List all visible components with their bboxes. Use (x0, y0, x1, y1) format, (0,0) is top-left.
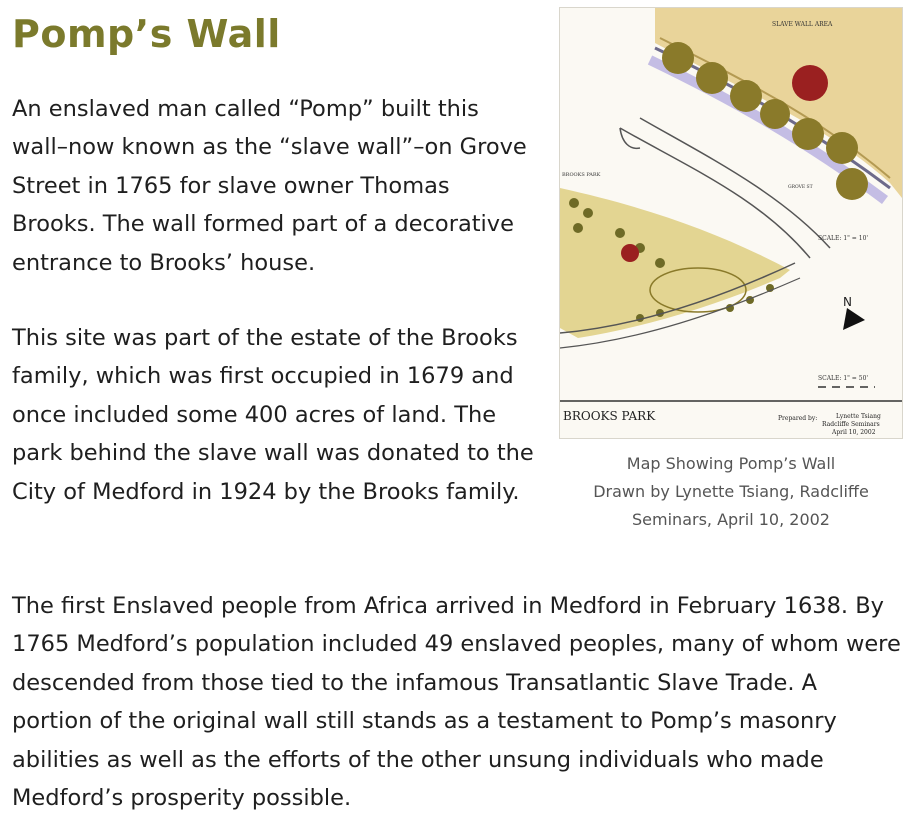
svg-text:Lynette Tsiang: Lynette Tsiang (836, 413, 881, 420)
intro-paragraph: An enslaved man called “Pomp” built this wall–now known as the “slave wall”–on Grove Street in 1765 for slave owner Thomas Brooks. The wall formed part of a decorative entrance to Brooks’ house. (12, 96, 527, 276)
svg-text:SLAVE WALL AREA: SLAVE WALL AREA (772, 21, 833, 28)
page-title: Pomp’s Wall (12, 12, 281, 56)
caption-line-3: Seminars, April 10, 2002 (632, 510, 830, 529)
map-image (560, 8, 902, 438)
svg-text:GROVE ST: GROVE ST (788, 185, 813, 190)
estate-paragraph: This site was part of the estate of the Brooks family, which was first occupied in 1679 and once included some 400 acres of land. The park behind the slave wall was donated to the City of Medford in 1924 by the Brooks family. (12, 325, 534, 505)
map-caption (560, 450, 902, 534)
caption-line-2: Drawn by Lynette Tsiang, Radcliffe (593, 482, 869, 501)
svg-text:Radcliffe Seminars: Radcliffe Seminars (822, 421, 880, 428)
svg-text:SCALE: 1" = 10': SCALE: 1" = 10' (818, 235, 869, 242)
svg-text:BROOKS PARK: BROOKS PARK (563, 409, 656, 423)
svg-text:SCALE: 1" = 50': SCALE: 1" = 50' (818, 375, 869, 382)
svg-text:N: N (843, 295, 852, 309)
history-paragraph: The first Enslaved people from Africa arrived in Medford in February 1638. By 1765 Medford’s population included 49 enslaved peoples, many of whom were descended from those tied to the infamous Transatlantic Slave Trade. A portion of the original wall still stands as a testament to Pomp’s masonry abilities as well as the efforts of the other unsung individuals who made Medford’s prosperity possible. (12, 593, 901, 812)
svg-text:Prepared by:: Prepared by: (778, 415, 818, 422)
svg-text:BROOKS PARK: BROOKS PARK (562, 172, 601, 178)
caption-line-1: Map Showing Pomp’s Wall (626, 454, 836, 473)
svg-text:April 10, 2002: April 10, 2002 (832, 429, 876, 436)
